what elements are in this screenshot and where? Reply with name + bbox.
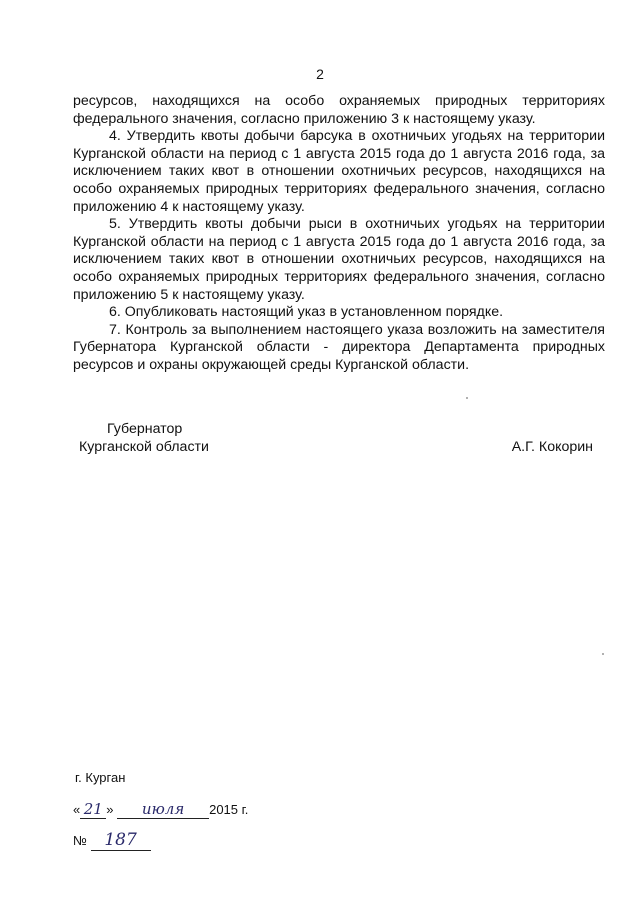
- paragraph-item-6: 6. Опубликовать настоящий указ в установленном порядке.: [109, 304, 504, 321]
- page-number: 2: [316, 66, 324, 82]
- number-handwritten: 187: [104, 830, 137, 850]
- number-field: [91, 830, 151, 851]
- signatory-organization: Курганской области: [79, 439, 209, 455]
- scan-speck: [602, 653, 604, 655]
- date-year: 2015 г.: [209, 802, 249, 817]
- paragraph-item-7: 7. Контроль за выполнением настоящего указа возложить на заместителя Губернатора Курганской области - директора Департамента природных ресурсов и охраны окружающей среды Курганской области.: [73, 321, 605, 373]
- paragraph-item-5: 5. Утвердить квоты добычи рыси в охотничьих угодьях на территории Курганской области на период с 1 августа 2015 года до 1 августа 2016 года, за исключением таких квот в отношении охотничьих ресурсов, находящихся на особо охраняемых природных территориях федерального значения, согласно приложению 5 к настоящему указу.: [73, 216, 605, 303]
- date-close-quote: »: [106, 802, 114, 817]
- date-month-field: [117, 800, 209, 819]
- signatory-name: А.Г. Кокорин: [511, 439, 593, 455]
- scan-speck: [466, 397, 468, 399]
- decree-body: [73, 93, 605, 375]
- number-sign: №: [73, 833, 87, 848]
- decree-number: [73, 830, 151, 851]
- date-day-field: [80, 800, 106, 819]
- paragraph-continuation: ресурсов, находящихся на особо охраняемых природных территориях федерального значения, согласно приложению 3 к настоящему указу.: [73, 93, 605, 127]
- signatory-title: Губернатор: [107, 421, 183, 437]
- paragraph-item-4: 4. Утвердить квоты добычи барсука в охотничьих угодьях на территории Курганской области на период с 1 августа 2015 года до 1 августа 2016 года, за исключением таких квот в отношении охотничьих ресурсов, находящихся на особо охраняемых природных территориях федерального значения, согласно приложению 4 к настоящему указу.: [73, 128, 605, 215]
- date-day-handwritten: 21: [83, 800, 103, 818]
- issue-city: г. Курган: [75, 770, 126, 785]
- date-month-handwritten: июля: [141, 800, 185, 818]
- issue-date: [73, 800, 248, 819]
- date-open-quote: «: [73, 802, 81, 817]
